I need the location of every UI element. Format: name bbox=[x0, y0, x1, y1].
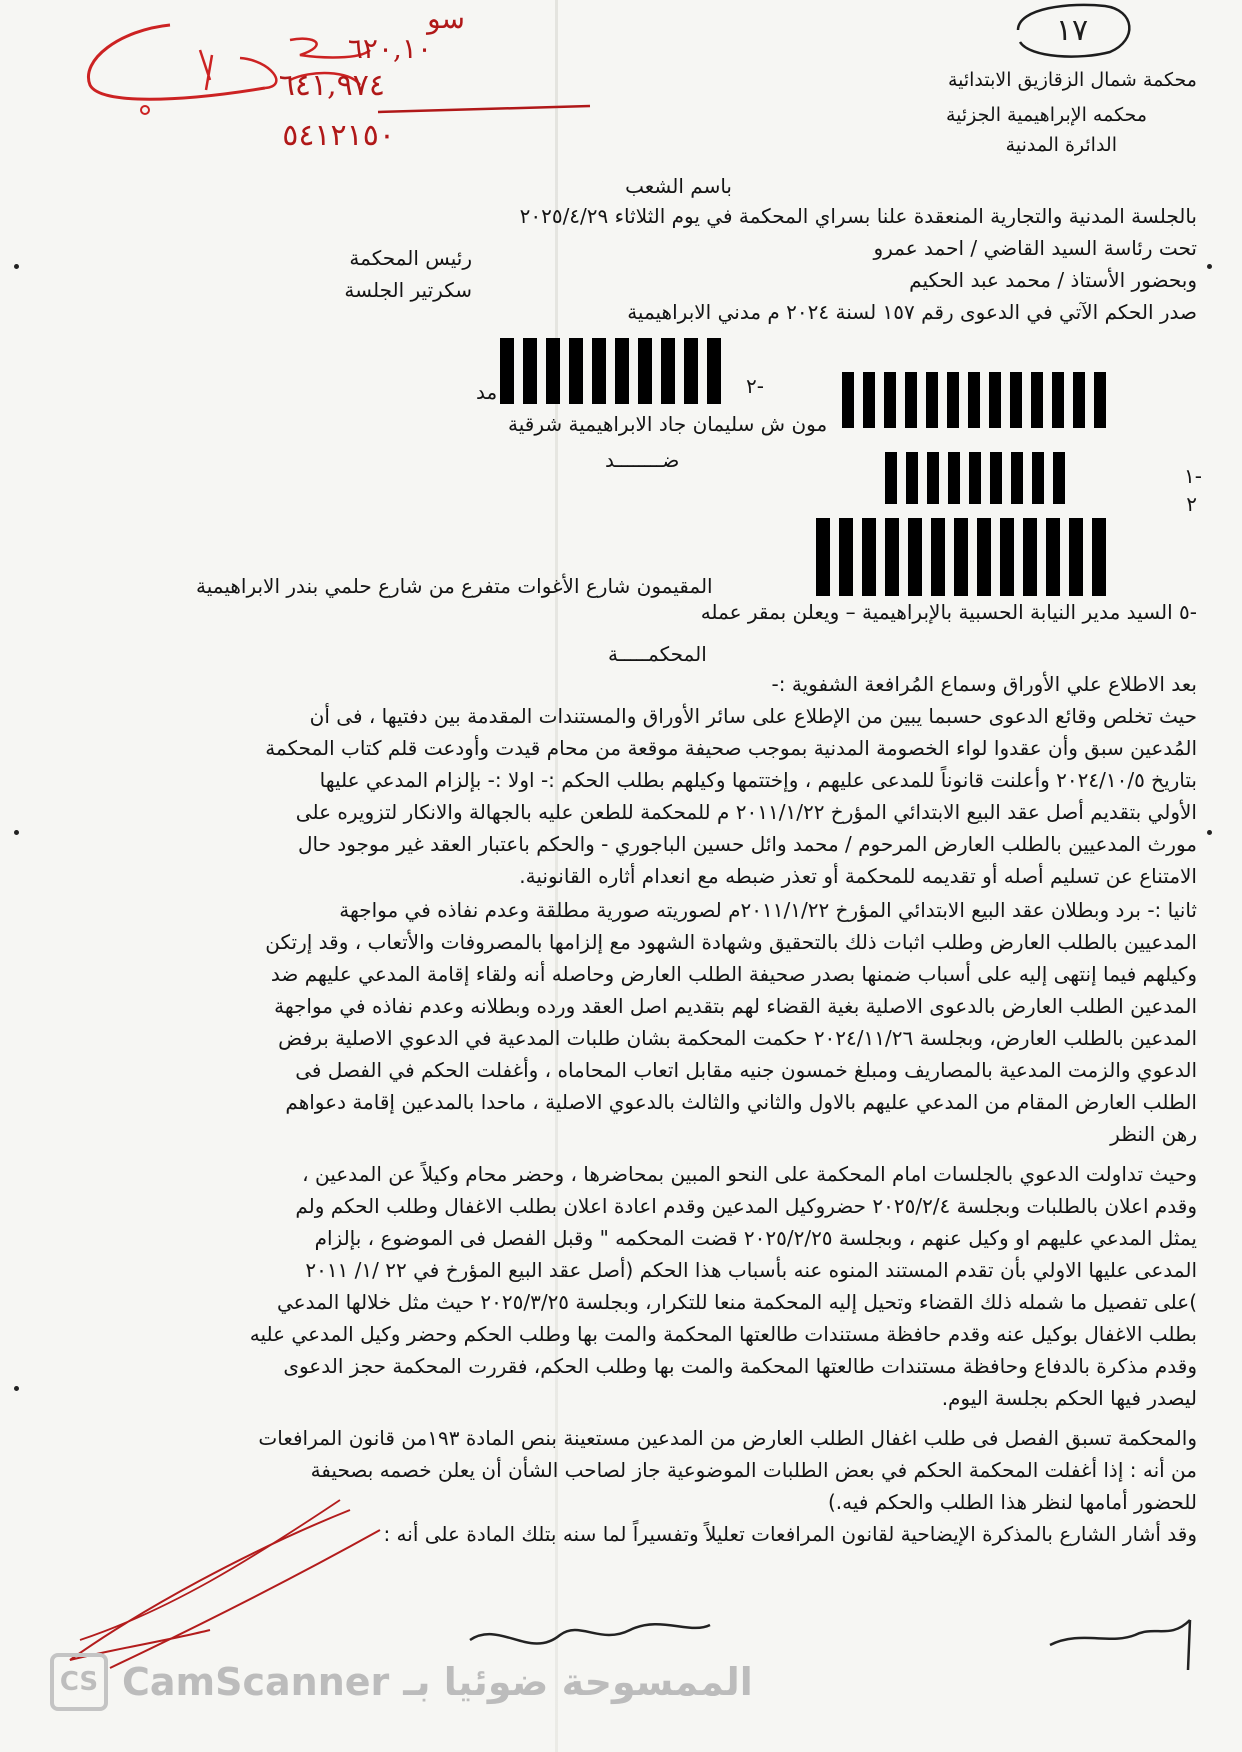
paragraph-line: للحضور أمامها لنظر هذا الطلب والحكم فيه.) bbox=[827, 1490, 1197, 1514]
redacted-name-block bbox=[500, 338, 730, 404]
circuit-name: الدائرة المدنية bbox=[1005, 134, 1117, 156]
in-the-name-of-people: باسم الشعب bbox=[625, 174, 732, 198]
paragraph-line: وقد أشار الشارع بالمذكرة الإيضاحية لقانون المرافعات تعليلاً وتفسيراً لما سنه بتلك المادة على أنه : bbox=[383, 1522, 1197, 1546]
paragraph-line: يمثل المدعي عليهم او وكيل عنهم ، وبجلسة ٢٠٢٥/٢/٢٥ قضت المحكمه " وقبل الفصل فى الموضوع ، بإلزام bbox=[314, 1226, 1197, 1250]
margin-dot bbox=[1207, 830, 1212, 835]
paragraph-line: الدعوي والزمت المدعية بالمصاريف ومبلغ خمسون جنيه مقابل اتعاب المحاماه ، وأغفلت الحكم في الفصل فى bbox=[295, 1058, 1197, 1082]
paragraph-line: ليصدر فيها الحكم بجلسة اليوم. bbox=[941, 1386, 1197, 1410]
party-2-number: -٢ bbox=[746, 374, 764, 398]
paragraph-line: الامتناع عن تسليم أصله أو تقديمه للمحكمة أو تعذر ضبطه مع انعدام أثاره القانونية. bbox=[519, 864, 1197, 888]
page-number-stamp bbox=[1010, 0, 1140, 62]
paragraph-line: حيث تخلص وقائع الدعوى حسبما يبين من الإطلاع على سائر الأوراق والمستندات المقدمة بين دفتيها ، فى أن bbox=[309, 704, 1197, 728]
svg-text:٥٤١٢١٥٠: ٥٤١٢١٥٠ bbox=[282, 118, 395, 153]
redacted-name-block bbox=[885, 452, 1074, 504]
watermark-arabic: الممسوحة ضوئيا بـ bbox=[403, 1660, 753, 1704]
defendant-5-line: -٥ السيد مدير النيابة الحسبية بالإبراهيمية – ويعلن بمقر عمله bbox=[700, 600, 1197, 624]
secretary-line: وبحضور الأستاذ / محمد عبد الحكيم bbox=[909, 268, 1197, 292]
svg-text:سو: سو bbox=[427, 2, 465, 35]
judge-role: رئيس المحكمة bbox=[349, 246, 472, 270]
party-address: مون ش سليمان جاد الابراهيمية شرقية bbox=[508, 412, 828, 436]
intro-line: بعد الاطلاع علي الأوراق وسماع المُرافعة الشفوية :- bbox=[771, 672, 1197, 696]
defendant-1-number: -١ bbox=[1184, 464, 1202, 488]
paragraph-line: الأولي بتقديم أصل عقد البيع الابتدائي المؤرخ ٢٠١١/١/٢٢ م للمحكمة للطعن عليه بالجهالة والانكار لتزويره على bbox=[295, 800, 1197, 824]
paragraph-line: مورث المدعيين بالطلب العارض المرحوم / محمد وائل حسين الباجوري - والحكم باعتبار العقد غير موجود حال bbox=[297, 832, 1197, 856]
against-label: ضــــــــد bbox=[605, 448, 680, 472]
paragraph-line: المدعيين بالطلب العارض وطلب اثبات ذلك بالتحقيق وشهادة الشهود مع إلزامها بالمصروفات والأتعاب ، وقد إرتكن bbox=[265, 930, 1197, 954]
paragraph-line: )على تفصيل ما شمله ذلك القضاء وتحيل إليه المحكمة منعا للتكرار، وبجلسة ٢٠٢٥/٣/٢٥ حيث مثل خلالها المدعي bbox=[276, 1290, 1197, 1314]
paragraph-line: ثانيا :- برد وبطلان عقد البيع الابتدائي المؤرخ ٢٠١١/١/٢٢م لصوريته صورية مطلقة وعدم نفاذه في مواجهة bbox=[339, 898, 1197, 922]
judge-line: تحت رئاسة السيد القاضي / احمد عمرو bbox=[873, 236, 1197, 260]
defendants-address: المقيمون شارع الأغوات متفرع من شارع حلمي بندر الابراهيمية bbox=[196, 574, 713, 598]
clerk-signature bbox=[1040, 1590, 1210, 1680]
paragraph-line: الطلب العارض المقام من المدعي عليهم بالاول والثاني والثالث بالدعوي الاصلية ، ماحدا بالمدعين إقامة دعواهم bbox=[285, 1090, 1197, 1114]
paragraph-line: وقدم اعلان بالطلبات وبجلسة ٢٠٢٥/٢/٤ حضروكيل المدعين وقدم اعادة اعلان بطلب الاغفال وطلب الحكم ولم bbox=[295, 1194, 1197, 1218]
redacted-name-block bbox=[842, 372, 1115, 428]
svg-text:٦٢٠,١٠: ٦٢٠,١٠ bbox=[347, 32, 432, 65]
party-suffix: مد bbox=[476, 380, 498, 404]
paragraph-line: رهن النظر bbox=[1110, 1122, 1197, 1146]
defendant-2-number: ٢ bbox=[1186, 492, 1197, 516]
redacted-name-block bbox=[816, 518, 1115, 596]
paragraph-line: وحيث تداولت الدعوي بالجلسات امام المحكمة على النحو المبين بمحاضرها ، وحضر محام وكيلاً عن المدعين ، bbox=[302, 1162, 1197, 1186]
paragraph-line: المدعين بالطلب العارض، وبجلسة ٢٠٢٤/١١/٢٦ حكمت المحكمة بشان طلبات المدعية في الدعوي الاصلية برفض bbox=[278, 1026, 1197, 1050]
paragraph-line: وقدم مذكرة بالدفاع وحافظة مستندات طالعتها المحكمة والمت بها وطلب الحكم، فقررت المحكمة حجز الدعوى bbox=[283, 1354, 1197, 1378]
margin-dot bbox=[14, 1386, 19, 1391]
subcourt-name: محكمه الإبراهيمية الجزئية bbox=[945, 104, 1147, 126]
secretary-role: سكرتير الجلسة bbox=[344, 278, 472, 302]
paragraph-line: بتاريخ ٢٠٢٤/١٠/٥ وأعلنت قانوناً للمدعى عليهم ، وإختتمها وكيلهم بطلب الحكم :- اولا :- بإلزام المدعي عليها bbox=[319, 768, 1197, 792]
svg-text:٦٤١,٩٧٤: ٦٤١,٩٧٤ bbox=[278, 68, 385, 103]
paragraph-line: وكيلهم فيما إنتهى إليه على أسباب ضمنها بصدر صحيفة الطلب العارض وحاصله أنه ولقاء إقامة المدعي عليهم ضد bbox=[270, 962, 1197, 986]
court-heading: المحكمـــــة bbox=[608, 642, 707, 666]
stamp-number: ١٧ bbox=[1055, 13, 1089, 48]
court-name: محكمة شمال الزقازيق الابتدائية bbox=[947, 69, 1197, 91]
paragraph-line: المدعى عليها الاولي بأن تقدم المستند المنوه عنه بأسباب هذا الحكم (أصل عقد البيع المؤرخ في ٢٢ /١/ ٢٠١١ bbox=[305, 1258, 1197, 1282]
margin-dot bbox=[1207, 264, 1212, 269]
camscanner-logo-icon: CS bbox=[50, 1653, 108, 1711]
paragraph-line: المُدعين سبق وأن عقدوا لواء الخصومة المدنية بموجب صحيفة موقعة من محام قيدت وأودعت قلم كتاب المحكمة bbox=[265, 736, 1197, 760]
camscanner-watermark bbox=[50, 1652, 753, 1712]
margin-dot bbox=[14, 830, 19, 835]
session-line: بالجلسة المدنية والتجارية المنعقدة علنا بسراي المحكمة في يوم الثلاثاء ٢٠٢٥/٤/٢٩ bbox=[519, 204, 1197, 228]
paragraph-line: بطلب الاغفال بوكيل عنه وقدم حافظة مستندات طالعتها المحكمة والمت بها وطلب الحكم وحضر وكيل المدعي عليه bbox=[249, 1322, 1197, 1346]
margin-dot bbox=[14, 264, 19, 269]
paragraph-line: المدعين الطلب العارض بالدعوى الاصلية بغية القضاء لهم بتقديم اصل العقد ورده وبطلانه وعدم نفاذه في مواجهة bbox=[274, 994, 1197, 1018]
red-handwritten-annotation bbox=[60, 0, 620, 160]
watermark-brand: CamScanner bbox=[122, 1660, 390, 1704]
paragraph-line: والمحكمة تسبق الفصل فى طلب اغفال الطلب العارض من المدعين مستعينة بنص المادة ١٩٣من قانون المرافعات bbox=[258, 1426, 1197, 1450]
case-number-line: صدر الحكم الآتي في الدعوى رقم ١٥٧ لسنة ٢٠٢٤ م مدني الابراهيمية bbox=[627, 300, 1197, 324]
paragraph-line: من أنه : إذا أغفلت المحكمة الحكم في بعض الطلبات الموضوعية جاز لصاحب الشأن أن يعلن خصمه بصحيفة bbox=[310, 1458, 1197, 1482]
